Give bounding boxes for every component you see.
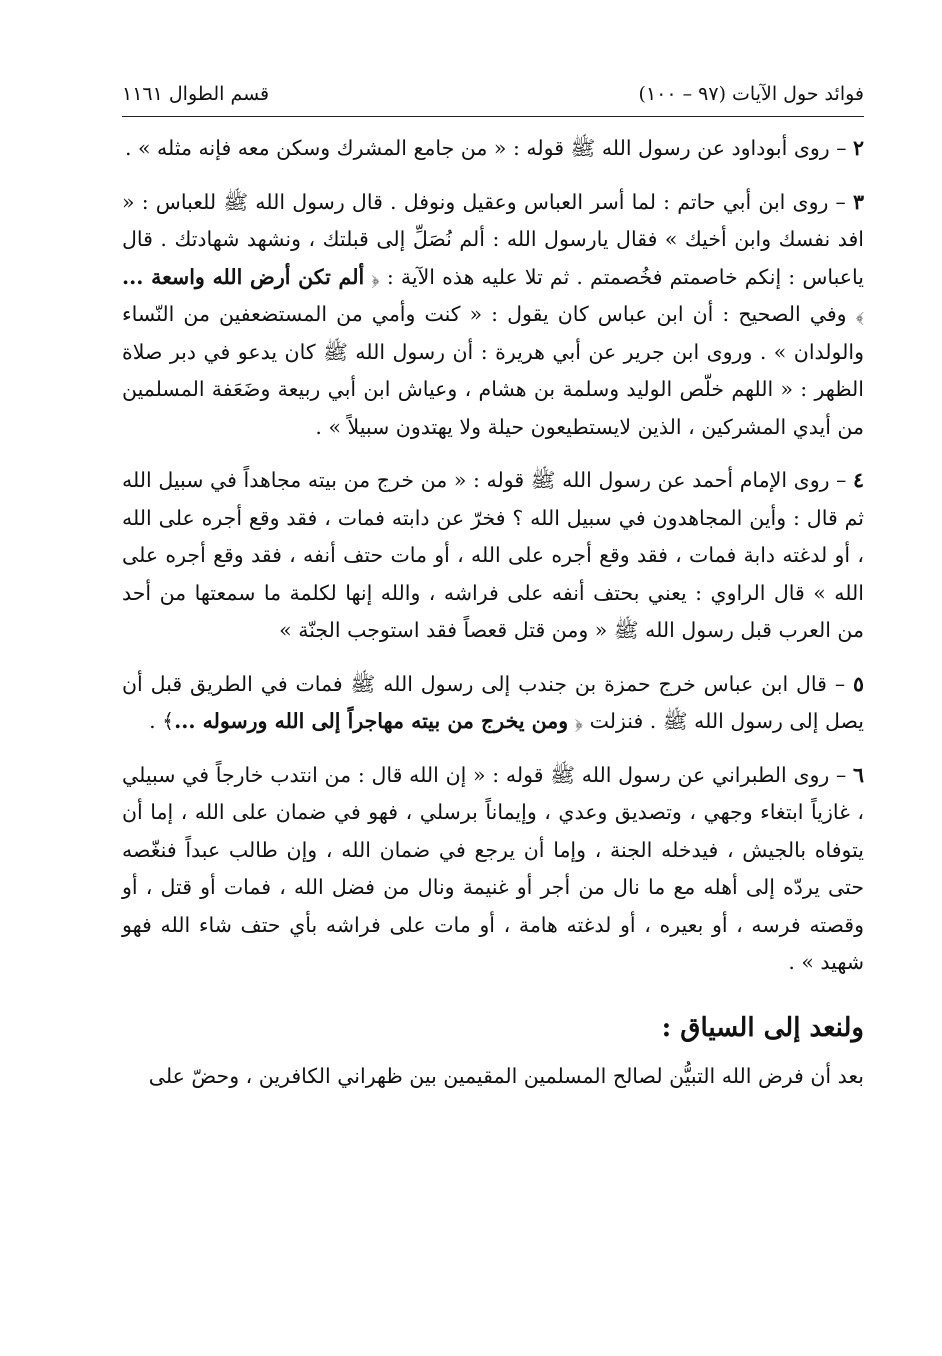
paragraph-text: – روى ابن أبي حاتم : لما أسر العباس وعقيل ونوفل . قال رسول الله ﷺ للعباس : « افد نفسك وابن أخيك » فقال يارسول الله : ألم نُصَلِّ إلى قبلتك ، ونشهد شهادتك . قال ياعباس : إنكم خاصمتم فخُصمتم . ثم تلا عليه هذه الآية : ﴿	[122, 189, 864, 289]
paragraph-text: – روى أبوداود عن رسول الله ﷺ قوله : « من جامع المشرك وسكن معه فإنه مثله » .	[124, 136, 853, 160]
header-chapter-title: فوائد حول الآيات (٩٧ – ١٠٠)	[638, 83, 864, 105]
paragraph-text-tail: ﴾ .	[149, 709, 175, 733]
paragraph-4	[122, 462, 864, 650]
paragraph-number: ٣	[852, 189, 864, 214]
paragraph-2	[122, 130, 864, 168]
paragraph-number: ٢	[852, 136, 864, 160]
paragraph-number: ٥	[852, 671, 864, 696]
paragraph-text: – روى الطبراني عن رسول الله ﷺ قوله : « إن الله قال : من انتدب خارجاً في سبيلي ، غازياً ابتغاء وجهي ، وتصديق وعدي ، وإيماناً برسلي ، فهو في ضمان على الله ، إما أن يتوفاه بالجيش ، فيدخله الجنة ، وإما أن يرجع في ضمان الله ، وإن طالب عبداً فنغّصه حتى يردّه إلى أهله مع ما نال من أجر أو غنيمة ونال من فضل الله ، فمات أو قتل ، أو وقصته فرسه ، أو بعيره ، أو لدغته هامة ، أو مات على فراشه بأي حتف شاء الله فهو شهيد » .	[122, 762, 864, 974]
quran-quote: ألم تكن أرض الله واسعة ...	[122, 264, 365, 289]
page-body	[122, 130, 864, 1111]
paragraph-text: – قال ابن عباس خرج حمزة بن جندب إلى رسول الله ﷺ فمات في الطريق قبل أن يصل إلى رسول الله ﷺ . فنزلت ﴿	[122, 671, 864, 733]
header-section-page: قسم الطوال ١١٦١	[122, 83, 270, 105]
paragraph-text-tail: ﴾ وفي الصحيح : أن ابن عباس كان يقول : « كنت وأمي من المستضعفين من النّساء والولدان » . وروى ابن جرير عن أبي هريرة : أن رسول الله ﷺ كان يدعو في دبر صلاة الظهر : « اللهم خلّص الوليد وسلمة بن هشام ، وعياش ابن أبي ربيعة وضَعَفة المسلمين من أيدي المشركين ، الذين لايستطيعون حيلة ولا يهتدون سبيلاً » .	[122, 302, 864, 439]
section-heading: ولنعد إلى السياق :	[661, 1012, 864, 1043]
paragraph-6	[122, 757, 864, 982]
paragraph-number: ٤	[852, 468, 864, 492]
paragraph-3	[122, 184, 864, 447]
quran-quote: ومن يخرج من بيته مهاجراً إلى الله ورسوله ...	[174, 709, 569, 733]
paragraph-continuation: بعد أن فرض الله التبيُّن لصالح المسلمين المقيمين بين ظهراني الكافرين ، وحضّ على	[148, 1063, 864, 1088]
paragraph-text: – روى الإمام أحمد عن رسول الله ﷺ قوله : « من خرج من بيته مجاهداً في سبيل الله ثم قال : وأين المجاهدون في سبيل الله ؟ فخرّ عن دابته فمات ، فقد وقع أجره على الله ، أو لدغته دابة فمات ، فقد وقع أجره على الله ، أو مات حتف أنفه ، فقد وقع أجره على الله » قال الراوي : يعني بحتف أنفه على فراشه ، والله إنها لكلمة ما سمعتها من أحد من العرب قبل رسول الله ﷺ « ومن قتل قعصاً فقد استوجب الجنّة »	[122, 468, 864, 642]
running-header	[122, 72, 864, 117]
paragraph-number: ٦	[852, 762, 864, 787]
paragraph-5	[122, 666, 864, 741]
